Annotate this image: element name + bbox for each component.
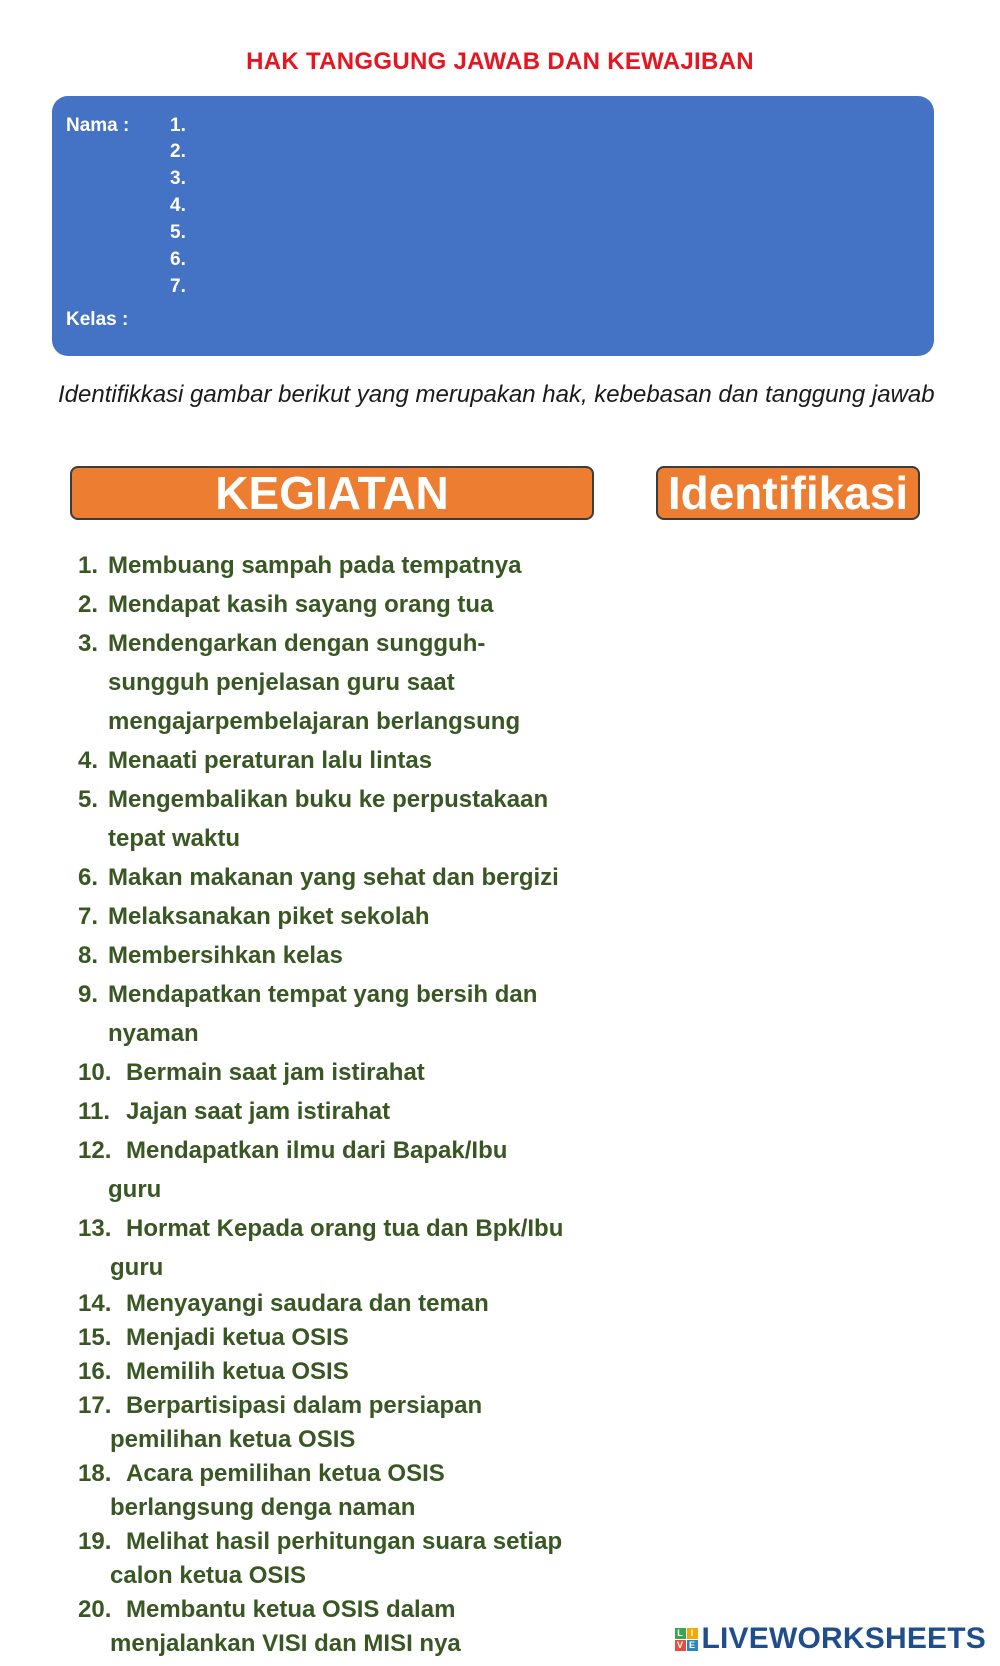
activity-item [78, 1355, 598, 1389]
activity-number: 15. [78, 1324, 112, 1351]
activity-number: 7. [78, 903, 99, 930]
name-label: Nama : [66, 115, 130, 136]
activity-number: 2. [78, 591, 99, 618]
activity-item [78, 1593, 598, 1661]
activity-text: Menjadi ketua OSIS [126, 1324, 349, 1351]
activity-text: Hormat Kepada orang tua dan Bpk/Ibu [126, 1215, 564, 1242]
activity-item [78, 1092, 598, 1131]
activity-list [78, 546, 598, 1661]
activity-text: menjalankan VISI dan MISI nya [110, 1630, 461, 1657]
activity-item [78, 1457, 598, 1525]
activity-number: 19. [78, 1528, 112, 1555]
activity-item [78, 858, 598, 897]
activity-text: Melihat hasil perhitungan suara setiap [126, 1528, 563, 1555]
activity-item [78, 1525, 598, 1593]
brand-name: LIVEWORKSHEETS [701, 1622, 986, 1655]
activity-text: berlangsung denga naman [110, 1494, 416, 1521]
activity-number: 6. [78, 864, 99, 891]
activity-item [78, 585, 598, 624]
activity-item [78, 1053, 598, 1092]
activity-text: nyaman [108, 1020, 199, 1047]
name-number: 1. [170, 115, 186, 136]
activity-text: Melaksanakan piket sekolah [108, 903, 430, 930]
class-label: Kelas : [66, 309, 129, 330]
activity-number: 11. [78, 1098, 111, 1125]
liveworksheets-logo-icon [675, 1628, 698, 1651]
activity-text: Menyayangi saudara dan teman [126, 1290, 489, 1317]
activity-text: Berpartisipasi dalam persiapan [126, 1392, 483, 1419]
logo-letter: L [675, 1628, 686, 1639]
logo-letter: V [675, 1640, 686, 1651]
activity-text: Mendapatkan ilmu dari Bapak/Ibu [126, 1137, 508, 1164]
activity-number: 5. [78, 786, 99, 813]
activity-text: Mendapatkan tempat yang bersih dan [108, 981, 538, 1008]
name-number: 4. [170, 195, 186, 216]
activity-text: Membantu ketua OSIS dalam [126, 1596, 456, 1623]
activity-number: 18. [78, 1460, 112, 1487]
worksheet-title: HAK TANGGUNG JAWAB DAN KEWAJIBAN [246, 48, 754, 75]
activity-text: Mendapat kasih sayang orang tua [108, 591, 494, 618]
activity-item [78, 1321, 598, 1355]
activity-text: guru [110, 1254, 164, 1281]
activity-item [78, 780, 598, 858]
activity-text: Membuang sampah pada tempatnya [108, 552, 522, 579]
activity-text: Memilih ketua OSIS [126, 1358, 349, 1385]
activity-number: 1. [78, 552, 99, 579]
activity-text: sungguh penjelasan guru saat [108, 669, 455, 696]
activity-text: Bermain saat jam istirahat [126, 1059, 425, 1086]
logo-letter: E [687, 1640, 698, 1651]
activity-item [78, 624, 598, 741]
activity-item [78, 546, 598, 585]
activity-number: 14. [78, 1290, 112, 1317]
activity-text: Makan makanan yang sehat dan bergizi [108, 864, 559, 891]
liveworksheets-brand [675, 1624, 987, 1654]
logo-letter: I [687, 1628, 698, 1639]
activity-number: 4. [78, 747, 99, 774]
activity-text: tepat waktu [108, 825, 241, 852]
activity-text: pemilihan ketua OSIS [110, 1426, 356, 1453]
activity-text: Acara pemilihan ketua OSIS [126, 1460, 445, 1487]
activity-text: Mendengarkan dengan sungguh- [108, 630, 486, 657]
identifikasi-header: Identifikasi [656, 466, 920, 520]
activity-number: 13. [78, 1215, 112, 1242]
activity-number: 12. [78, 1137, 112, 1164]
activity-number: 10. [78, 1059, 112, 1086]
activity-text: calon ketua OSIS [110, 1562, 307, 1589]
name-number: 6. [170, 249, 186, 270]
activity-item [78, 897, 598, 936]
activity-item [78, 1209, 598, 1287]
name-number: 5. [170, 222, 186, 243]
instruction-text: Identifikkasi gambar berikut yang merupakan hak, kebebasan dan tanggung jawab [58, 381, 935, 408]
activity-number: 17. [78, 1392, 112, 1419]
activity-item [78, 741, 598, 780]
activity-number: 8. [78, 942, 99, 969]
activity-number: 20. [78, 1596, 112, 1623]
activity-item [78, 1389, 598, 1457]
kegiatan-header: KEGIATAN [70, 466, 594, 520]
activity-number: 9. [78, 981, 99, 1008]
activity-text: Membersihkan kelas [108, 942, 343, 969]
student-info-box [52, 96, 934, 356]
name-number: 3. [170, 168, 186, 189]
activity-number: 16. [78, 1358, 112, 1385]
name-number: 2. [170, 141, 186, 162]
activity-item [78, 1287, 598, 1321]
activity-number: 3. [78, 630, 99, 657]
name-number: 7. [170, 276, 186, 297]
activity-text: Mengembalikan buku ke perpustakaan [108, 786, 549, 813]
activity-text: guru [108, 1176, 162, 1203]
activity-text: Menaati peraturan lalu lintas [108, 747, 433, 774]
activity-item [78, 1131, 598, 1209]
activity-item [78, 936, 598, 975]
activity-item [78, 975, 598, 1053]
activity-text: Jajan saat jam istirahat [126, 1098, 391, 1125]
activity-text: mengajarpembelajaran berlangsung [108, 708, 521, 735]
